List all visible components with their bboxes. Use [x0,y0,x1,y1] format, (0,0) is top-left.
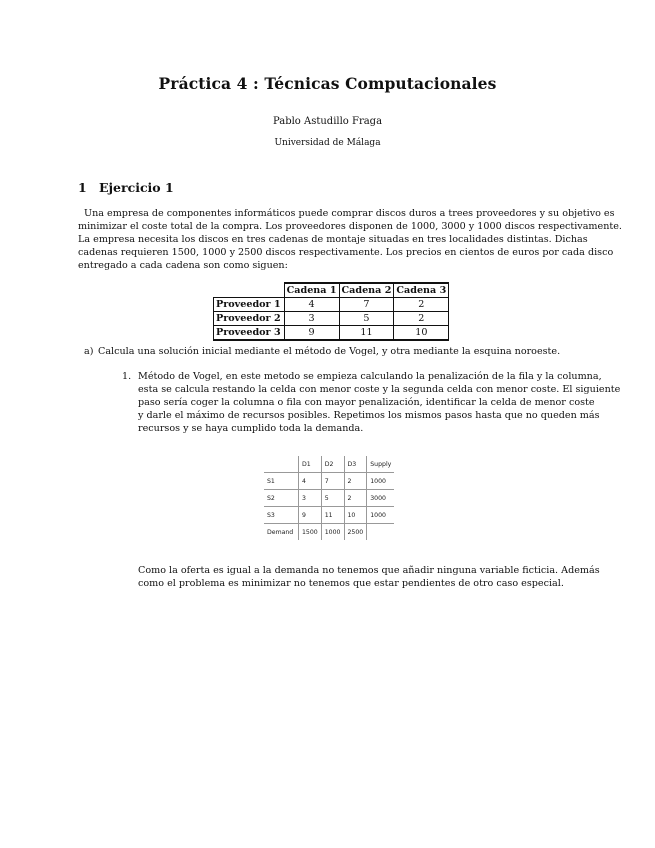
answer-line: y darle el máximo de recursos posibles. Repetimos los mismos pasos hasta que no queden más [138,410,600,421]
note-line: Como la oferta es igual a la demanda no tenemos que añadir ninguna variable ficticia. Además [138,565,600,576]
table-cell: 5 [321,490,344,507]
answer-line: recursos y se haya cumplido toda la demanda. [138,423,364,434]
row-header: S3 [264,507,299,524]
row-header: Proveedor 3 [214,326,285,341]
row-header: S2 [264,490,299,507]
answer-line: paso sería coger la columna o fila con mayor penalización, identificar la celda de menor coste [138,397,595,408]
section-title: Ejercicio 1 [99,180,174,195]
intro-line: La empresa necesita los discos en tres cadenas de montaje situadas en tres localidades distintas. Dichas [78,234,588,245]
table-cell: 1000 [367,473,395,490]
table-cell: 7 [339,298,394,312]
vogel-header-row [264,456,394,473]
demand-row [264,524,394,541]
intro-line: entregado a cada cadena son como siguen: [78,260,288,271]
table-cell: 4 [284,298,339,312]
table-row [214,326,449,341]
table-cell: 2 [344,473,367,490]
table-cell: 1000 [367,507,395,524]
intro-line: cadenas requieren 1500, 1000 y 2500 discos respectivamente. Los precios en cientos de euros por cada disco [78,247,614,258]
section-number: 1 [78,180,87,195]
document-title: Práctica 4 : Técnicas Computacionales [158,74,497,93]
cost-table [213,282,449,341]
question-marker: a) [84,346,94,357]
table-cell: 1000 [321,524,344,541]
question-text: Calcula una solución inicial mediante el método de Vogel, y otra mediante la esquina noroeste. [98,346,561,357]
column-header: D2 [321,456,344,473]
table-cell: 9 [299,507,322,524]
table-cell: 2 [394,312,449,326]
column-header: Cadena 3 [394,283,449,298]
table-cell: 10 [344,507,367,524]
note-paragraph [138,564,600,590]
table-cell: 2500 [344,524,367,541]
intro-line: minimizar el coste total de la compra. Los proveedores disponen de 1000, 3000 y 1000 discos respectivamente. [78,221,622,232]
table-row [264,507,394,524]
table-cell: 11 [339,326,394,341]
table-cell: 9 [284,326,339,341]
table-cell: 7 [321,473,344,490]
answer-step-1 [122,370,621,435]
question-a [84,346,560,357]
step-number: 1. [122,371,132,382]
column-header: D3 [344,456,367,473]
table-cell: 3000 [367,490,395,507]
table-row [264,490,394,507]
vogel-table [264,456,394,540]
column-header: Cadena 1 [284,283,339,298]
intro-line: Una empresa de componentes informáticos puede comprar discos duros a trees proveedores y su objetivo es [84,208,615,219]
cost-table-header [214,283,449,298]
table-cell: 5 [339,312,394,326]
table-cell: 1500 [299,524,322,541]
table-corner [214,283,285,298]
table-cell: 11 [321,507,344,524]
intro-paragraph [78,207,622,272]
column-header: Supply [367,456,395,473]
answer-line: esta se calcula restando la celda con menor coste y la segunda celda con menor coste. El siguiente [138,384,621,395]
table-cell: 3 [284,312,339,326]
row-header: Proveedor 1 [214,298,285,312]
section-heading [78,180,174,195]
table-row [264,473,394,490]
table-cell: 3 [299,490,322,507]
author-name: Pablo Astudillo Fraga [272,116,383,127]
row-header: S1 [264,473,299,490]
row-header: Proveedor 2 [214,312,285,326]
answer-line: Método de Vogel, en este metodo se empieza calculando la penalización de la fila y la columna, [138,371,602,382]
table-cell: 10 [394,326,449,341]
column-header: D1 [299,456,322,473]
table-cell: 2 [344,490,367,507]
table-corner [264,456,299,473]
table-cell [367,524,395,541]
column-header: Cadena 2 [339,283,394,298]
row-header: Demand [267,528,294,536]
table-cell: 4 [299,473,322,490]
affiliation: Universidad de Málaga [274,138,381,148]
table-row [214,298,449,312]
table-row [214,312,449,326]
note-line: como el problema es minimizar no tenemos que estar pendientes de otro caso especial. [138,578,564,589]
table-cell: 2 [394,298,449,312]
